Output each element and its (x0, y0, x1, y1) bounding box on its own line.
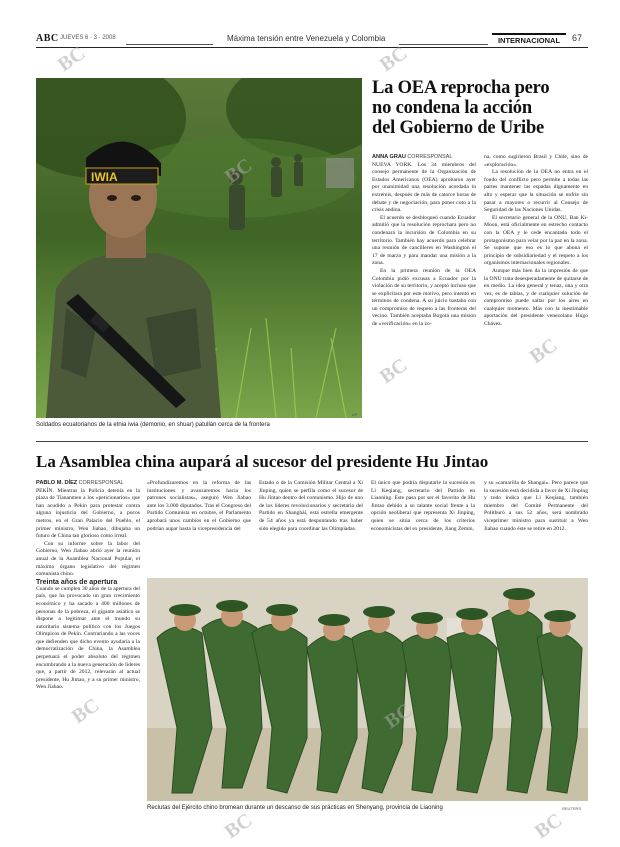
top-story-column-1 (372, 154, 476, 329)
second-story-headline: La Asamblea china aupará al sucesor del presidente Hu Jintao (36, 452, 489, 471)
watermark-logo: BC (375, 354, 412, 389)
top-photo-credit: AP (352, 412, 358, 417)
story-divider (36, 441, 588, 442)
issue-date: JUEVES 6 · 3 · 2008 (60, 35, 116, 41)
top-photo-caption: Soldados ecuatorianos de la etnia iwia (demonio, en shuar) patullan cerca de la frontera (36, 422, 270, 428)
headline-line: del Gobierno de Uribe (372, 118, 545, 138)
byline-role: CORRESPONSAL (78, 480, 124, 486)
second-story-column-2 (147, 480, 251, 533)
paragraph: «Profundizaremos en la reforma de las instituciones y avanzaremos hacia los patrones socialistas», aseguró Wen Jiabao ante los 3.000 diputados. Tras el Congreso del Partido Comunista en octubre, el Parlamento aprobará unos cambios en el Gobierno que podrían aupar hasta la vicepresidencia del (147, 480, 251, 532)
page-header (36, 33, 588, 47)
section-label: INTERNACIONAL (492, 33, 566, 44)
top-story-column-2 (484, 154, 588, 329)
bottom-photo-caption: Reclutas del Ejército chino bromean durante un descanso de sus prácticas en Shenyang, provincia de Liaoning (147, 805, 443, 811)
paragraph: El único que podría disputarle la sucesión es Li Keqiang, secretario del Partido en Liaoning. Este pasa por ser el favorito de Hu Jintao debido a su talante social frente a la opción neoliberal que representa Xi Jinping, quien se sitúa cerca de los criterios economicistas del ex presidente, Jiang Zemin, (371, 480, 475, 532)
paragraph: Aunque más bien da la impresión de que la ONU trata desesperadamente de quitarse de en medio. La idea general y tenaz, una y otra vez, es de tablas, y de cualquier solución de compromiso puede saltar por los aires en cualquier momento. Más con la inestimable aportación del presidente venezolano Hugo Chávez. (484, 267, 588, 328)
chinese-recruits-photo (147, 578, 588, 801)
byline-name: ANNA GRAU (372, 154, 406, 160)
paragraph: El secretario general de la ONU, Ban Ki-Moon, está oficialmente en estrecho contacto con la OEA y le cede encantado todo el protagonismo para velar por la paz en la zona. Se supone que eso es lo que abona el principio de subsidiariedad y el respeto a los organismos internacionales regionales. (484, 214, 588, 267)
paragraph: Estado o de la Comisión Militar Central a Xi Jinping, quien se perfila como el sucesor de Hu Jintao dentro del comunismo. Hijo de uno de los líderes revolucionarios y secretario del Partido en Shanghái, esta estrella emergente de 54 años ya está despuntando tras haber sido elegido para coordinar las Olimpiadas. (259, 480, 363, 532)
header-rule-left (126, 44, 213, 45)
header-divider (36, 47, 588, 48)
second-story-column-1 (36, 480, 140, 692)
paragraph: La resolución de la OEA no entra en el fondo del conflicto pero permite a todas las partes mantener las espadas dignamente en alto y esperar que la situación se enfríe sin pasar a mayores o recurrir al Consejo de Seguridad de las Naciones Unidas. (484, 169, 588, 214)
watermark-logo: BC (530, 809, 567, 844)
paragraph: Cuando se cumplen 30 años de la apertura del país, que ha provocado un gran crecimiento económico y ha sacado a 400 millones de personas de la pobreza, el gigante asiático se dispone a legitimar ante el mundo su autoritario sistema político con los Juegos Olímpicos de Pekín. Contrariando a las voces que defienden que dicho evento ayudaría a la democratización de China, la Asamblea perpetuará el poder absoluto del régimen encumbrando a la nueva generación de líderes que, a partir de 2012, relevarán al actual presidente, Hu Jintao, y a su primer ministro, Wen Jiabao. (36, 585, 140, 691)
paragraph: En la primera reunión de la OEA Colombia pidió excusas a Ecuador por la violación de su territorio, y aceptó incluso que se explicitara por este motivo, pero intentó en términos de condena. A su juicio bastaba con un compromiso de respeto a las fronteras del vecino. También aceptaba Bogotá una misión de «verificación» en la zo- (372, 267, 476, 328)
header-rule-right (399, 44, 488, 45)
header-topic: Máxima tensión entre Venezuela y Colombia (227, 34, 386, 43)
top-story-headline (372, 78, 588, 138)
paragraph: y su «camarilla de Shangai». Pero parece que la sucesión está decidida a favor de Xi Jinping y todo indica que Li Keqiang, también miembro del Comité Permanente del Politburó a sus 52 años, será nombrado viceprimer ministro para sustituir a Wen Jiabao cuando éste se retire en 2012. (484, 480, 588, 532)
byline-name: PABLO M. DÍEZ (36, 480, 78, 486)
second-story-column-5 (484, 480, 588, 533)
watermark-logo: BC (380, 699, 417, 734)
headline-line: La OEA reprocha pero (372, 78, 550, 98)
paragraph: Con su informe sobre la labor del Gobierno, Wen Jiabao abrió ayer la reunión anual de la Asamblea Nacional Popular, el máximo órgano legislativo del régimen comunista chino. (36, 540, 140, 578)
second-story-column-3 (259, 480, 363, 533)
iwia-headband-text: IWIA (91, 170, 118, 184)
page-number: 67 (572, 33, 583, 43)
paragraph: El acuerdo se desbloqueó cuando Ecuador admitió que la resolución reprochara pero no condenara la incursión de Colombia en su territorio. También hay acuerdo para celebrar una reunión de cancilleres en Washington el 17 de marzo y para mandar una misión a la zona. (372, 214, 476, 267)
watermark-logo: BC (220, 154, 257, 189)
watermark-logo: BC (220, 809, 257, 844)
ecuador-soldiers-photo (36, 78, 362, 418)
watermark-logo: BC (67, 694, 104, 729)
paragraph: na, como sugirieron Brasil y Chile, sino de «exploración». (484, 154, 588, 168)
newspaper-logo: ABC (36, 33, 59, 44)
byline-role: CORRESPONSAL (407, 154, 453, 160)
watermark-logo: BC (53, 42, 90, 77)
watermark-logo: BC (375, 42, 412, 77)
bottom-photo-credit: REUTERS (562, 806, 582, 811)
headline-line: no condena la acción (372, 98, 532, 118)
watermark-logo: BC (525, 334, 562, 369)
paragraph: PEKÍN. Mientras la Policía detenía en la plaza de Tiananmen a los «peticionarios» que han acudido a Pekín para protestar contra alguna injusticia del Gobierno, a pocos metros, en el Gran Palacio del Pueblo, el primer ministro, Wen Jiabao, dibujaba un futuro de China tan glorioso como irreal. (36, 487, 140, 540)
paragraph: NUEVA YORK. Los 34 miembros del consejo permanente de la Organización de Estados Americanos (OEA) aprobaron ayer por unanimidad una resolución acordada in extremis, después de más de catorce horas de debate y de negociación, para poner coto a la crisis andina. (372, 161, 476, 214)
second-story-column-4 (371, 480, 475, 533)
subheading: Treinta años de apertura (36, 578, 118, 586)
